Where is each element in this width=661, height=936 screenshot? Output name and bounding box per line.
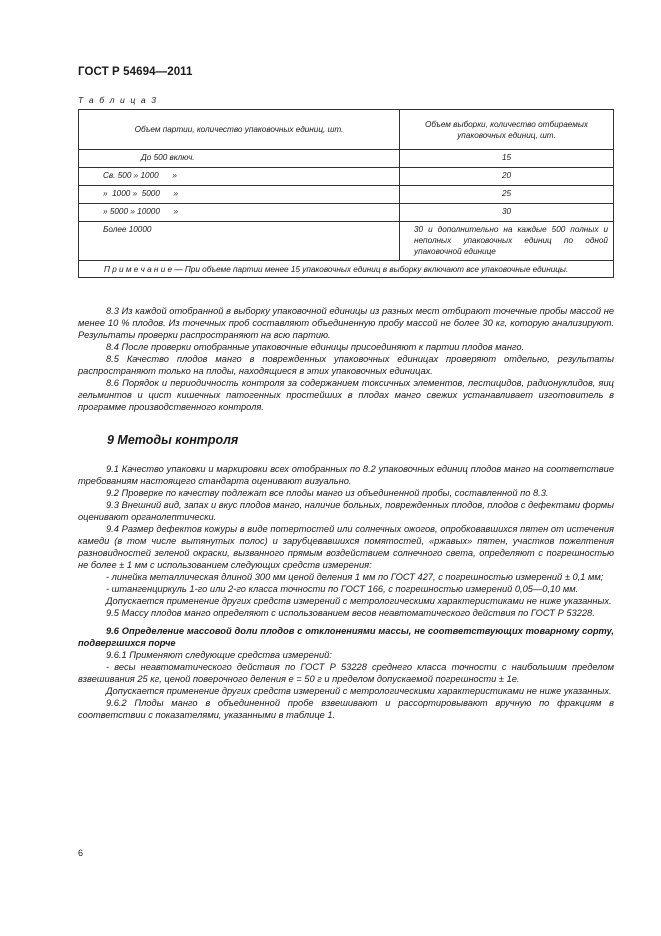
- page-number: 6: [78, 848, 84, 858]
- paragraph: 9.3 Внешний вид, запах и вкус плодов манго, наличие больных, поврежденных плодов, плодов с дефектами формы оценивают органолептически.: [78, 500, 614, 522]
- table-note-row: [79, 261, 614, 278]
- table-cell-lot: Более 10000: [79, 222, 400, 261]
- paragraph: 9.6.1 Применяют следующие средства измерений:: [106, 650, 332, 660]
- document-header: ГОСТ Р 54694—2011: [78, 66, 193, 78]
- table-note-label: П р и м е ч а н и е: [104, 265, 173, 274]
- table-row: [79, 186, 614, 204]
- table-row: [79, 204, 614, 222]
- paragraph: 9.4 Размер дефектов кожуры в виде потертостей или солнечных ожогов, опробковавшихся пятен от истечения камеди (в том числе вытянутых полос) и зарубцевавшихся помятостей, «ржавых» пятен, участков пожелтения разновидностей зеленой окраски, вызванного прямым воздействием солнечного света, определяют с погрешностью не более ± 1 мм с использованием следующих средств измерения:: [78, 524, 614, 570]
- paragraph: 8.3 Из каждой отобранной в выборку упаковочной единицы из разных мест отбирают точечные пробы массой не менее 10 % плодов. Из точечных проб составляют объединенную пробу массой не более 30 кг, которую анализируют. Результаты проверки распространяют на всю партию.: [78, 306, 614, 340]
- list-item: - линейка металлическая длиной 300 мм ценой деления 1 мм по ГОСТ 427, с погрешностью измерений ± 0,1 мм;: [106, 572, 604, 582]
- paragraph: 9.5 Массу плодов манго определяют с использованием весов неавтоматического действия по ГОСТ Р 53228.: [106, 608, 595, 618]
- section-8-paragraphs: [78, 305, 614, 413]
- paragraph: Допускается применение других средств измерений с метрологическими характеристиками не ниже указанных.: [106, 686, 612, 696]
- paragraph: 8.5 Качество плодов манго в поврежденных упаковочных единицах проверяют отдельно, результаты распространяют только на плоды, находящиеся в этих упаковочных единицах.: [78, 354, 614, 376]
- list-item: - весы неавтоматического действия по ГОСТ Р 53228 среднего класса точности с наибольшим пределом взвешивания 25 кг, ценой поверочного деления e = 50 г и пределом допускаемой погрешности ± 1e.: [78, 662, 614, 684]
- table-cell-sample: 15: [400, 150, 614, 168]
- table-row: [79, 222, 614, 261]
- table-header-sample: Объем выборки, количество отбираемых упаковочных единиц, шт.: [400, 110, 614, 150]
- sampling-table: [78, 109, 614, 278]
- paragraph: 8.4 После проверки отобранные упаковочные единицы присоединяют к партии плодов манго.: [106, 342, 525, 352]
- table-row: [79, 168, 614, 186]
- table-row: [79, 150, 614, 168]
- table-cell-lot: » 5000 » 10000 »: [79, 204, 400, 222]
- paragraph: 9.2 Проверке по качеству подлежат все плоды манго из объединенной пробы, составленной по 8.3.: [106, 488, 549, 498]
- table-cell-sample: 30 и дополнительно на каждые 500 полных и неполных упаковочных единиц по одной упаковочной единице: [400, 222, 614, 261]
- table-cell-sample: 20: [400, 168, 614, 186]
- table-note-text: — При объеме партии менее 15 упаковочных единиц в выборку включают все упаковочные единицы.: [172, 265, 569, 274]
- subsection-title: 9.6 Определение массовой доли плодов с отклонениями массы, не соответствующих товарному сорту, подвергшихся порче: [78, 626, 614, 648]
- table-cell-sample: 30: [400, 204, 614, 222]
- paragraph: 8.6 Порядок и периодичность контроля за содержанием токсичных элементов, пестицидов, радионуклидов, яиц гельминтов и цист кишечных патогенных простейших в плодах манго свежих устанавливает изготовитель в программе производственного контроля.: [78, 378, 614, 412]
- table-note: [79, 261, 614, 278]
- table-caption: Т а б л и ц а 3: [78, 95, 158, 105]
- table-cell-sample: 25: [400, 186, 614, 204]
- table-header-row: [79, 110, 614, 150]
- table-cell-lot: Св. 500 » 1000 »: [79, 168, 400, 186]
- table-cell-lot: До 500 включ.: [79, 150, 400, 168]
- section-title: 9 Методы контроля: [107, 433, 239, 447]
- table-header-lot: Объем партии, количество упаковочных единиц, шт.: [79, 110, 400, 150]
- paragraph: 9.1 Качество упаковки и маркировки всех отобранных по 8.2 упаковочных единиц плодов манго на соответствие требованиям настоящего стандарта оценивают визуально.: [78, 464, 614, 486]
- table-cell-lot: » 1000 » 5000 »: [79, 186, 400, 204]
- paragraph: 9.6.2 Плоды манго в объединенной пробе взвешивают и рассортировывают вручную по фракциям в соответствии с показателями, указанными в таблице 1.: [78, 698, 614, 720]
- section-9-paragraphs: [78, 463, 614, 721]
- paragraph: Допускается применение других средств измерений с метрологическими характеристиками не ниже указанных.: [106, 596, 612, 606]
- list-item: - штангенциркуль 1-го или 2-го класса точности по ГОСТ 166, с погрешностью измерений 0,05—0,10 мм.: [106, 584, 579, 594]
